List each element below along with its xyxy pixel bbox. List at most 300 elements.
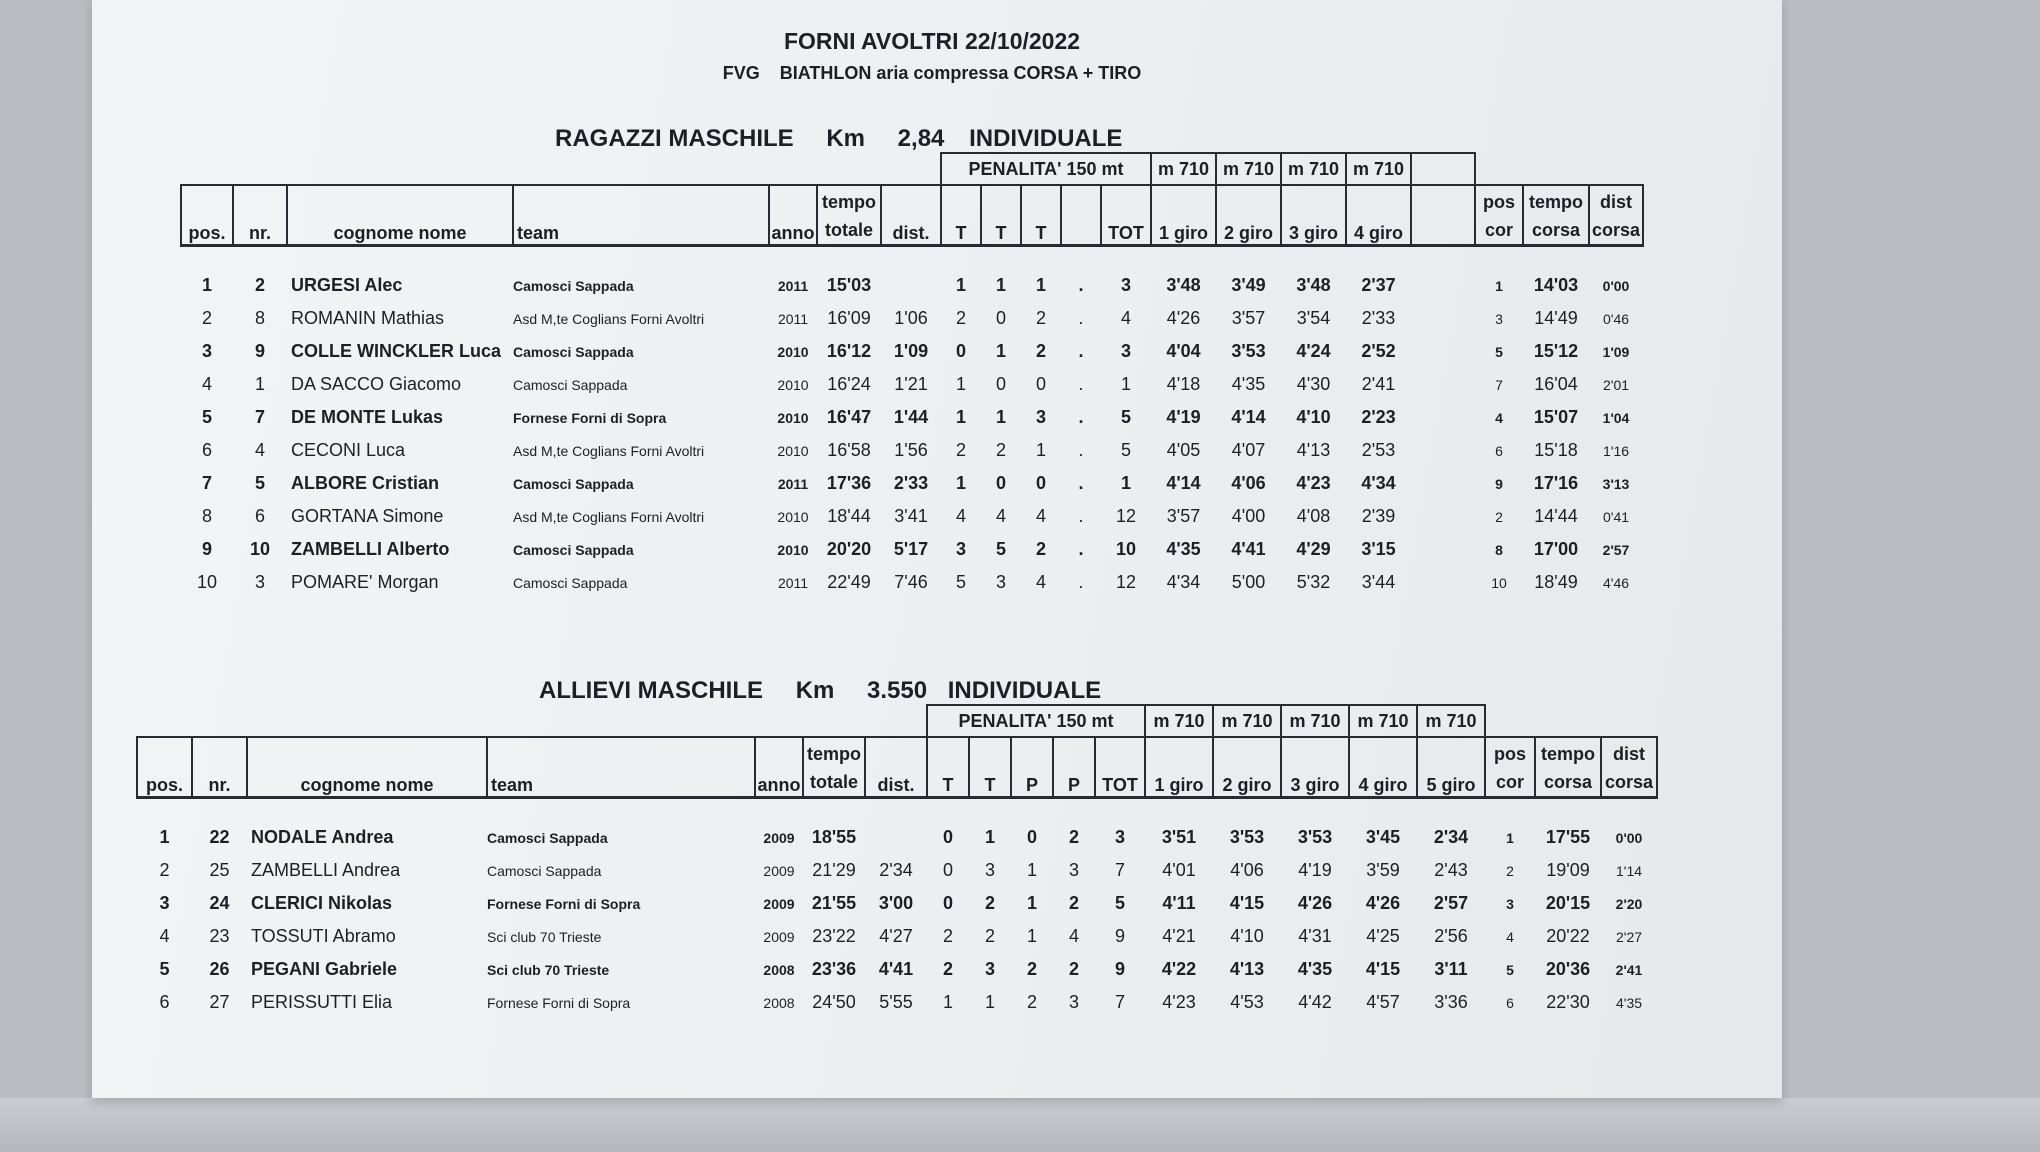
cell-s3: 2: [1035, 308, 1046, 328]
cell-s2: 3: [995, 572, 1006, 592]
cell-s4: .: [1078, 374, 1084, 394]
cell-name: ALBORE Cristian: [291, 473, 440, 493]
cell-s1: 1: [955, 275, 966, 295]
cell-g2: 4'35: [1231, 374, 1266, 394]
cell-dcorsa: 2'01: [1602, 376, 1630, 393]
cell-poscor: 5: [1495, 343, 1503, 360]
cell-team: Asd M,te Coglians Forni Avoltri: [513, 508, 705, 525]
cell-name: CLERICI Nikolas: [251, 893, 393, 913]
table-row: [181, 269, 1643, 302]
cell-s3: 2: [1035, 539, 1046, 559]
cell-poscor: 4: [1506, 928, 1514, 945]
col-anno: anno: [769, 185, 817, 246]
col-empty: [1411, 185, 1475, 246]
cell-tot: 4: [1120, 308, 1131, 328]
allievi-m710-2: m 710: [1213, 705, 1281, 737]
cell-dcorsa: 1'04: [1602, 409, 1630, 426]
cell-name: URGESI Alec: [291, 275, 403, 295]
cell-anno: 2010: [777, 508, 809, 525]
cell-team: Camosci Sappada: [513, 574, 628, 591]
cell-empty: [1411, 401, 1475, 434]
cell-team: Sci club 70 Trieste: [487, 928, 602, 945]
cell-g4: 2'37: [1361, 275, 1396, 295]
cell-tot: 5: [1120, 407, 1131, 427]
cell-poscor: 6: [1495, 442, 1503, 459]
cell-team: Sci club 70 Trieste: [487, 961, 610, 978]
cell-g3: 4'08: [1296, 506, 1331, 526]
cell-s2: 0: [995, 374, 1006, 394]
cell-s1: 2: [942, 959, 953, 979]
cell-s1: 1: [955, 407, 966, 427]
cell-anno: 2009: [763, 928, 795, 945]
cell-tot: 9: [1114, 959, 1125, 979]
cell-nr: 6: [254, 506, 265, 526]
cell-poscor: 2: [1506, 862, 1514, 879]
col-nr: nr.: [233, 185, 287, 246]
cell-s3: 2: [1026, 992, 1037, 1012]
col-pos: pos.: [137, 737, 192, 798]
cell-tcorsa: 16'04: [1534, 374, 1578, 394]
cell-dist: 2'33: [893, 473, 929, 493]
cell-tot: 7: [1114, 992, 1125, 1012]
cell-g1: 4'14: [1166, 473, 1201, 493]
cell-g1: 4'26: [1166, 308, 1201, 328]
allievi-m710-1: m 710: [1145, 705, 1213, 737]
cell-s3: 2: [1035, 341, 1046, 361]
cell-pos: 6: [159, 992, 170, 1012]
background-surface: [0, 1098, 2040, 1152]
cell-g4: 2'41: [1361, 374, 1396, 394]
cell-team: Camosci Sappada: [513, 277, 634, 294]
cell-g2: 4'13: [1229, 959, 1265, 979]
table-row: [181, 566, 1643, 599]
cell-g1: 4'23: [1162, 992, 1196, 1012]
cell-anno: 2009: [763, 829, 795, 846]
cell-dist: [865, 821, 927, 854]
cell-dist: 2'34: [879, 860, 913, 880]
cell-s1: 2: [942, 926, 953, 946]
cell-g1: 4'18: [1166, 374, 1201, 394]
table-row: [137, 887, 1657, 920]
cell-dcorsa: 0'41: [1602, 508, 1630, 525]
cell-pos: 4: [201, 374, 212, 394]
cell-g4: 4'26: [1365, 893, 1401, 913]
cell-poscor: 6: [1506, 994, 1514, 1011]
cell-s4: .: [1078, 341, 1084, 361]
cell-tempo: 21'55: [811, 893, 857, 913]
cell-tcorsa: 14'44: [1534, 506, 1578, 526]
cell-tot: 1: [1120, 374, 1131, 394]
col-anno: anno: [755, 737, 803, 798]
cell-s3: 3: [1035, 407, 1046, 427]
cell-dist: 4'41: [878, 959, 914, 979]
document-subtitle: FVG BIATHLON aria compressa CORSA + TIRO: [722, 63, 1142, 83]
col-shoot-3: P: [1011, 737, 1053, 798]
col-giro-3: 3 giro: [1281, 185, 1346, 246]
table-row: [137, 953, 1657, 986]
cell-g1: 3'51: [1161, 827, 1197, 847]
cell-tot: 5: [1114, 893, 1125, 913]
cell-g3: 4'35: [1297, 959, 1333, 979]
cell-g4: 3'44: [1361, 572, 1396, 592]
cell-nr: 3: [254, 572, 265, 592]
col-shoot-4: P: [1053, 737, 1095, 798]
cell-s1: 2: [955, 440, 966, 460]
cell-s2: 1: [995, 275, 1006, 295]
col-shoot-4: [1061, 185, 1101, 246]
cell-g2: 4'00: [1231, 506, 1266, 526]
cell-tcorsa: 14'03: [1533, 275, 1579, 295]
cell-s4: .: [1078, 308, 1084, 328]
cell-tcorsa: 14'49: [1534, 308, 1578, 328]
cell-g5: 2'34: [1433, 827, 1469, 847]
col-nr: nr.: [192, 737, 247, 798]
cell-pos: 8: [201, 506, 212, 526]
cell-g4: 3'59: [1366, 860, 1400, 880]
cell-g2: 3'57: [1231, 308, 1266, 328]
cell-s1: 2: [955, 308, 966, 328]
cell-g1: 4'01: [1162, 860, 1196, 880]
cell-anno: 2010: [777, 376, 809, 393]
cell-s4: 3: [1068, 992, 1079, 1012]
cell-s3: 0: [1035, 374, 1046, 394]
cell-nr: 7: [254, 407, 265, 427]
cell-s2: 0: [995, 308, 1006, 328]
cell-dcorsa: 4'46: [1602, 574, 1630, 591]
cell-tot: 9: [1114, 926, 1125, 946]
cell-tot: 12: [1115, 506, 1137, 526]
cell-empty: [1411, 269, 1475, 302]
cell-anno: 2010: [777, 409, 809, 426]
cell-team: Camosci Sappada: [487, 862, 602, 879]
cell-tot: 1: [1120, 473, 1131, 493]
cell-s4: .: [1078, 440, 1084, 460]
col-dist-corsa: dist corsa: [1601, 737, 1657, 798]
cell-name: COLLE WINCKLER Luca: [291, 341, 501, 361]
cell-nr: 9: [254, 341, 265, 361]
cell-nr: 24: [209, 893, 230, 913]
cell-s1: 4: [955, 506, 966, 526]
cell-anno: 2009: [763, 895, 795, 912]
cell-s3: 1: [1026, 926, 1037, 946]
cell-tempo: 16'24: [827, 374, 871, 394]
cell-g2: 4'14: [1231, 407, 1266, 427]
cell-g2: 4'41: [1231, 539, 1266, 559]
cell-g3: 3'48: [1296, 275, 1331, 295]
cell-pos: 6: [201, 440, 212, 460]
ragazzi-m710-2: m 710: [1216, 153, 1281, 185]
cell-s2: 1: [984, 992, 995, 1012]
cell-g4: 2'33: [1361, 308, 1396, 328]
cell-g2: 4'10: [1230, 926, 1264, 946]
cell-s4: .: [1078, 407, 1084, 427]
col-shoot-1: T: [941, 185, 981, 246]
cell-dcorsa: 2'20: [1615, 895, 1643, 912]
cell-s1: 0: [942, 827, 953, 847]
table-spacer: [137, 798, 1657, 822]
cell-g2: 3'49: [1231, 275, 1266, 295]
cell-g3: 4'26: [1297, 893, 1333, 913]
cell-anno: 2010: [777, 541, 809, 558]
cell-nr: 4: [254, 440, 265, 460]
cell-dist: 4'27: [879, 926, 913, 946]
col-name: cognome nome: [247, 737, 487, 798]
cell-poscor: 1: [1506, 829, 1514, 846]
cell-dcorsa: 1'16: [1602, 442, 1630, 459]
cell-g2: 4'07: [1231, 440, 1266, 460]
cell-tempo: 15'03: [826, 275, 872, 295]
cell-tcorsa: 17'16: [1533, 473, 1579, 493]
cell-tempo: 23'22: [812, 926, 856, 946]
cell-anno: 2011: [777, 574, 809, 591]
col-team: team: [487, 737, 755, 798]
cell-g1: 4'34: [1166, 572, 1201, 592]
cell-s2: 5: [995, 539, 1006, 559]
cell-tempo: 21'29: [812, 860, 856, 880]
cell-g5: 3'36: [1434, 992, 1468, 1012]
cell-dist: 7'46: [894, 572, 928, 592]
cell-empty: [1411, 500, 1475, 533]
cell-dcorsa: 1'14: [1615, 862, 1643, 879]
cell-s4: 2: [1068, 893, 1079, 913]
ragazzi-results-table: [180, 152, 1644, 599]
col-giro-1: 1 giro: [1145, 737, 1213, 798]
cell-poscor: 7: [1495, 376, 1503, 393]
cell-s3: 1: [1026, 860, 1037, 880]
col-giro-3: 3 giro: [1281, 737, 1349, 798]
cell-pos: 4: [159, 926, 170, 946]
col-shoot-1: T: [927, 737, 969, 798]
cell-tempo: 16'47: [826, 407, 872, 427]
cell-tempo: 16'09: [827, 308, 871, 328]
cell-g1: 3'48: [1166, 275, 1201, 295]
cell-team: Fornese Forni di Sopra: [513, 409, 667, 426]
allievi-penalty-group: PENALITA' 150 mt: [927, 705, 1145, 737]
cell-tempo: 17'36: [826, 473, 872, 493]
cell-s1: 3: [955, 539, 966, 559]
cell-poscor: 4: [1495, 409, 1503, 426]
cell-s2: 3: [984, 959, 995, 979]
cell-dist: 3'41: [894, 506, 928, 526]
col-name: cognome nome: [287, 185, 513, 246]
cell-nr: 8: [254, 308, 265, 328]
document-title: FORNI AVOLTRI 22/10/2022: [783, 28, 1081, 54]
col-tempo-totale: tempo totale: [803, 737, 865, 798]
cell-tempo: 18'55: [811, 827, 857, 847]
cell-nr: 2: [254, 275, 265, 295]
col-tempo-totale: tempo totale: [817, 185, 881, 246]
cell-s1: 1: [955, 374, 966, 394]
cell-s2: 2: [995, 440, 1006, 460]
col-giro-2: 2 giro: [1213, 737, 1281, 798]
cell-g4: 4'25: [1366, 926, 1400, 946]
cell-tcorsa: 18'49: [1534, 572, 1578, 592]
cell-tcorsa: 15'07: [1533, 407, 1579, 427]
table-row: [137, 920, 1657, 953]
cell-team: Asd M,te Coglians Forni Avoltri: [513, 310, 705, 327]
cell-tempo: 16'12: [826, 341, 872, 361]
cell-g3: 3'54: [1296, 308, 1331, 328]
col-tot: TOT: [1101, 185, 1151, 246]
cell-g5: 2'56: [1434, 926, 1468, 946]
cell-s4: .: [1078, 275, 1084, 295]
cell-s2: 1: [995, 341, 1006, 361]
cell-name: TOSSUTI Abramo: [251, 926, 396, 946]
cell-dist: 5'17: [893, 539, 929, 559]
cell-g2: 4'06: [1231, 473, 1266, 493]
cell-name: ZAMBELLI Alberto: [291, 539, 450, 559]
table-row: [137, 854, 1657, 887]
cell-g2: 4'53: [1230, 992, 1264, 1012]
cell-pos: 1: [201, 275, 212, 295]
cell-nr: 22: [209, 827, 230, 847]
cell-g5: 2'57: [1433, 893, 1469, 913]
ragazzi-km-value: 2,84: [897, 125, 945, 152]
col-dist: dist.: [865, 737, 927, 798]
cell-g3: 4'31: [1298, 926, 1332, 946]
table-row: [137, 821, 1657, 854]
cell-tot: 7: [1114, 860, 1125, 880]
cell-empty: [1411, 434, 1475, 467]
cell-dist: 1'44: [893, 407, 929, 427]
cell-s2: 1: [984, 827, 995, 847]
cell-dcorsa: 4'35: [1615, 994, 1643, 1011]
cell-s4: .: [1078, 473, 1084, 493]
col-giro-4: 4 giro: [1349, 737, 1417, 798]
cell-dcorsa: 0'00: [1602, 277, 1630, 294]
cell-g1: 4'35: [1166, 539, 1201, 559]
cell-name: DE MONTE Lukas: [291, 407, 444, 427]
cell-g3: 4'29: [1296, 539, 1331, 559]
cell-s2: 1: [995, 407, 1006, 427]
cell-team: Asd M,te Coglians Forni Avoltri: [513, 442, 705, 459]
col-tempo-corsa: tempo corsa: [1535, 737, 1601, 798]
col-tempo-corsa: tempo corsa: [1523, 185, 1589, 246]
cell-name: ZAMBELLI Andrea: [251, 860, 401, 880]
allievi-km-value: 3.550: [867, 677, 928, 704]
cell-dcorsa: 0'00: [1615, 829, 1643, 846]
ragazzi-penalty-group: PENALITA' 150 mt: [941, 153, 1151, 185]
cell-dcorsa: 0'46: [1602, 310, 1630, 327]
cell-team: Fornese Forni di Sopra: [487, 994, 631, 1011]
cell-dcorsa: 2'27: [1615, 928, 1643, 945]
cell-nr: 23: [209, 926, 230, 946]
col-dist-corsa: dist corsa: [1589, 185, 1643, 246]
cell-g2: 5'00: [1231, 572, 1266, 592]
cell-tcorsa: 20'22: [1546, 926, 1590, 946]
allievi-rows: [137, 798, 1657, 1020]
cell-g2: 4'15: [1229, 893, 1265, 913]
col-dist: dist.: [881, 185, 941, 246]
cell-team: Camosci Sappada: [513, 541, 634, 558]
cell-g4: 2'52: [1361, 341, 1396, 361]
cell-pos: 5: [201, 407, 212, 427]
table-row: [181, 533, 1643, 566]
cell-dist: [881, 269, 941, 302]
ragazzi-race-type: INDIVIDUALE: [969, 125, 1123, 152]
cell-s2: 3: [984, 860, 995, 880]
cell-poscor: 5: [1506, 961, 1514, 978]
allievi-section-title: [539, 677, 1127, 705]
col-pos: pos.: [181, 185, 233, 246]
cell-tcorsa: 17'00: [1533, 539, 1579, 559]
cell-anno: 2008: [763, 961, 795, 978]
cell-name: NODALE Andrea: [251, 827, 394, 847]
cell-empty: [1411, 566, 1475, 599]
cell-g1: 4'21: [1162, 926, 1196, 946]
cell-pos: 7: [201, 473, 212, 493]
cell-anno: 2011: [777, 475, 809, 492]
allievi-m710-5: m 710: [1417, 705, 1485, 737]
cell-s1: 0: [955, 341, 966, 361]
cell-pos: 3: [159, 893, 170, 913]
cell-g1: 4'22: [1161, 959, 1197, 979]
cell-pos: 2: [201, 308, 212, 328]
cell-name: ROMANIN Mathias: [291, 308, 445, 328]
cell-g5: 2'43: [1434, 860, 1468, 880]
cell-tot: 3: [1114, 827, 1125, 847]
cell-name: PEGANI Gabriele: [251, 959, 398, 979]
cell-poscor: 3: [1506, 895, 1514, 912]
cell-tempo: 22'49: [827, 572, 871, 592]
cell-team: Fornese Forni di Sopra: [487, 895, 641, 912]
ragazzi-m710-4: m 710: [1346, 153, 1411, 185]
cell-s3: 0: [1026, 827, 1037, 847]
cell-g3: 4'42: [1298, 992, 1332, 1012]
cell-dcorsa: 1'09: [1602, 343, 1630, 360]
cell-s4: 2: [1068, 959, 1079, 979]
cell-s4: 2: [1068, 827, 1079, 847]
cell-pos: 1: [159, 827, 170, 847]
cell-s3: 0: [1035, 473, 1046, 493]
cell-poscor: 2: [1495, 508, 1503, 525]
allievi-m710-3: m 710: [1281, 705, 1349, 737]
cell-team: Camosci Sappada: [513, 343, 634, 360]
ragazzi-section-title: [555, 125, 1148, 153]
cell-name: DA SACCO Giacomo: [291, 374, 462, 394]
cell-team: Camosci Sappada: [513, 475, 634, 492]
cell-dcorsa: 3'13: [1602, 475, 1630, 492]
cell-g3: 4'30: [1296, 374, 1331, 394]
cell-g2: 4'06: [1230, 860, 1264, 880]
cell-s1: 0: [942, 893, 953, 913]
cell-g3: 5'32: [1296, 572, 1331, 592]
cell-s1: 5: [955, 572, 966, 592]
col-pos-cor: pos cor: [1475, 185, 1523, 246]
cell-s2: 2: [984, 893, 995, 913]
cell-anno: 2009: [763, 862, 795, 879]
cell-g1: 4'05: [1166, 440, 1201, 460]
cell-g4: 4'34: [1361, 473, 1396, 493]
cell-name: CECONI Luca: [291, 440, 406, 460]
cell-s1: 1: [955, 473, 966, 493]
cell-dist: 1'09: [893, 341, 929, 361]
results-sheet: [92, 0, 1782, 1098]
cell-s4: .: [1078, 572, 1084, 592]
table-row: [181, 335, 1643, 368]
cell-s3: 1: [1035, 440, 1046, 460]
cell-nr: 1: [254, 374, 265, 394]
cell-tempo: 18'44: [827, 506, 871, 526]
cell-s4: .: [1078, 506, 1084, 526]
ragazzi-km-label: Km: [826, 125, 865, 152]
cell-empty: [1411, 467, 1475, 500]
cell-tempo: 24'50: [812, 992, 856, 1012]
cell-g3: 4'13: [1296, 440, 1331, 460]
col-tot: TOT: [1095, 737, 1145, 798]
cell-anno: 2008: [763, 994, 795, 1011]
cell-tcorsa: 20'15: [1545, 893, 1591, 913]
